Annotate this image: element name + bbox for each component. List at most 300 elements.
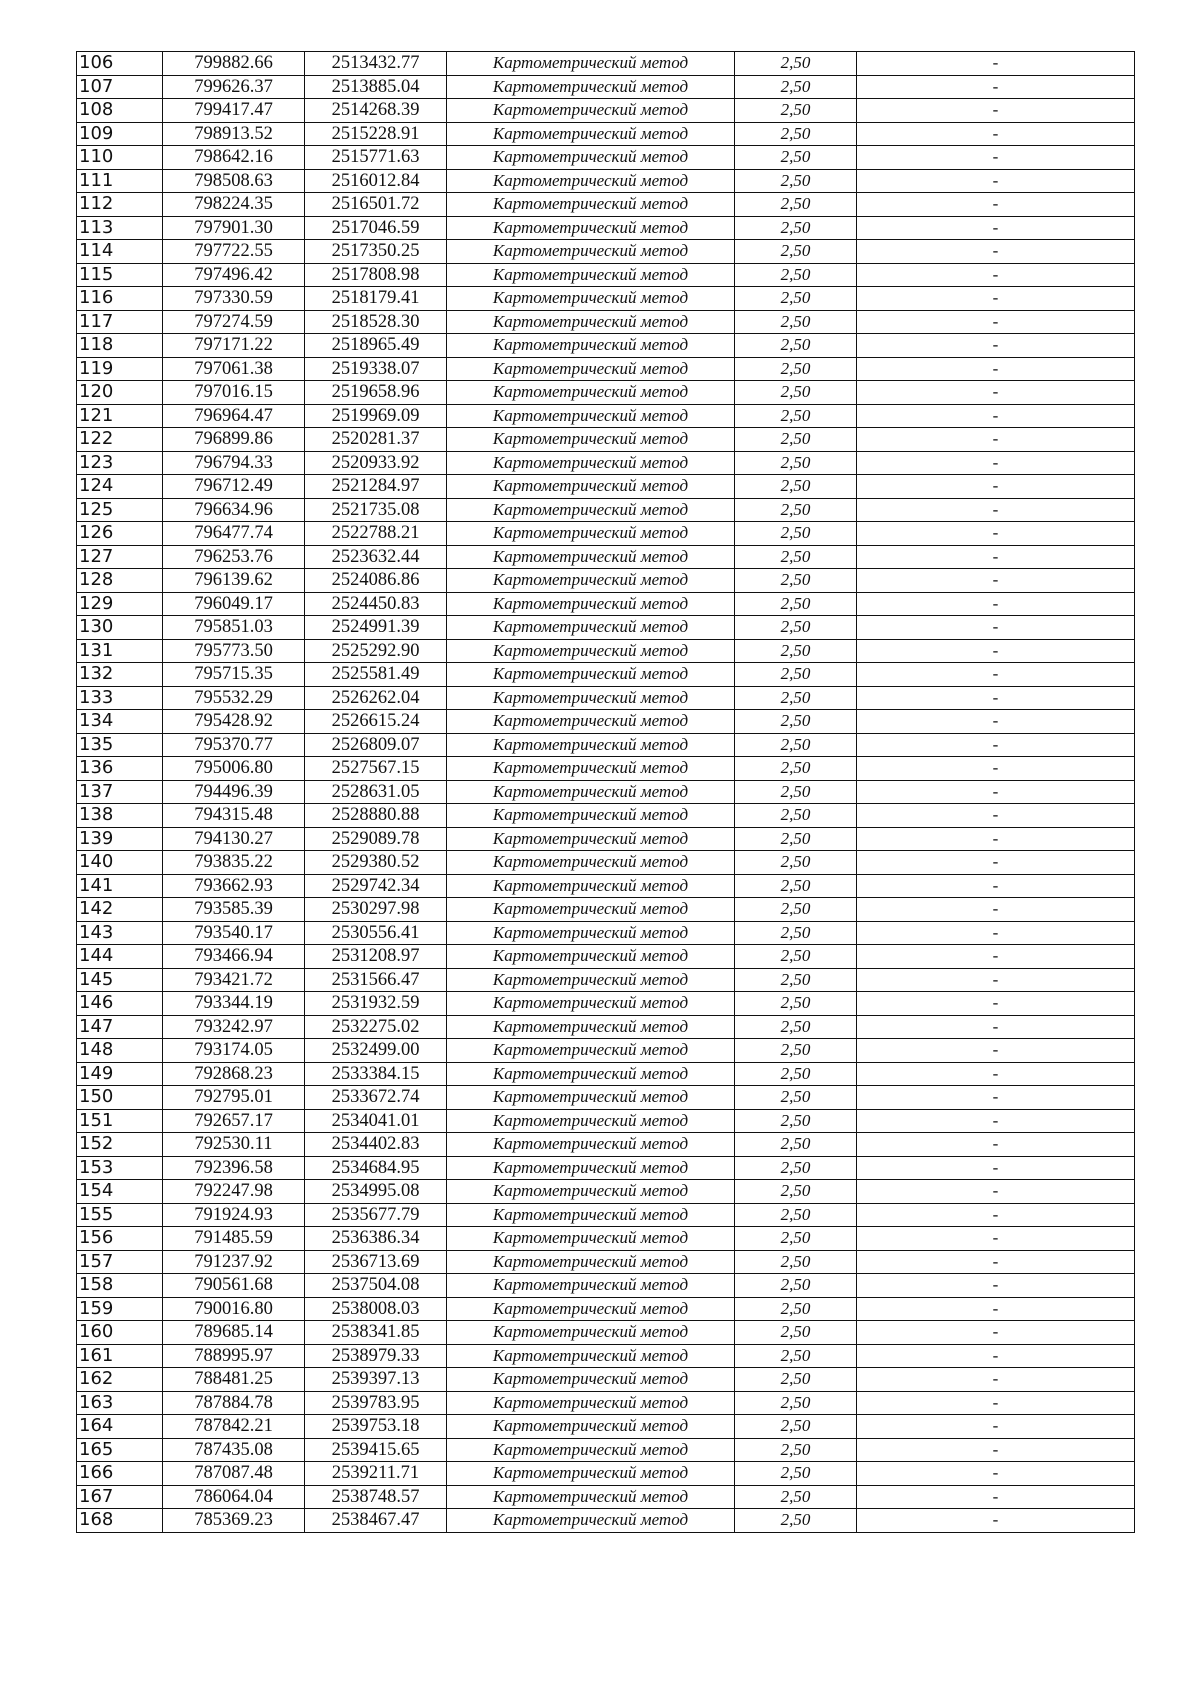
accuracy-cell: 2,50 [735, 686, 857, 710]
table-row [77, 381, 1135, 405]
note-cell: - [857, 616, 1135, 640]
x-coordinate-cell: 793421.72 [163, 968, 305, 992]
note-cell: - [857, 1274, 1135, 1298]
table-row [77, 1297, 1135, 1321]
accuracy-cell: 2,50 [735, 287, 857, 311]
note-cell: - [857, 404, 1135, 428]
note-cell: - [857, 968, 1135, 992]
note-cell: - [857, 921, 1135, 945]
table-row [77, 968, 1135, 992]
method-cell: Картометрический метод [447, 921, 735, 945]
note-cell: - [857, 381, 1135, 405]
table-row [77, 686, 1135, 710]
y-coordinate-cell: 2515771.63 [305, 146, 447, 170]
x-coordinate-cell: 797496.42 [163, 263, 305, 287]
y-coordinate-cell: 2521735.08 [305, 498, 447, 522]
x-coordinate-cell: 790561.68 [163, 1274, 305, 1298]
y-coordinate-cell: 2518179.41 [305, 287, 447, 311]
accuracy-cell: 2,50 [735, 1509, 857, 1533]
method-cell: Картометрический метод [447, 240, 735, 264]
accuracy-cell: 2,50 [735, 193, 857, 217]
note-cell: - [857, 710, 1135, 734]
accuracy-cell: 2,50 [735, 75, 857, 99]
method-cell: Картометрический метод [447, 1156, 735, 1180]
method-cell: Картометрический метод [447, 52, 735, 76]
x-coordinate-cell: 786064.04 [163, 1485, 305, 1509]
x-coordinate-cell: 796139.62 [163, 569, 305, 593]
point-number-cell: 129 [77, 592, 163, 616]
accuracy-cell: 2,50 [735, 263, 857, 287]
y-coordinate-cell: 2519338.07 [305, 357, 447, 381]
y-coordinate-cell: 2538467.47 [305, 1509, 447, 1533]
x-coordinate-cell: 789685.14 [163, 1321, 305, 1345]
method-cell: Картометрический метод [447, 357, 735, 381]
method-cell: Картометрический метод [447, 122, 735, 146]
method-cell: Картометрический метод [447, 498, 735, 522]
method-cell: Картометрический метод [447, 992, 735, 1016]
point-number-cell: 137 [77, 780, 163, 804]
accuracy-cell: 2,50 [735, 381, 857, 405]
accuracy-cell: 2,50 [735, 451, 857, 475]
note-cell: - [857, 122, 1135, 146]
accuracy-cell: 2,50 [735, 874, 857, 898]
accuracy-cell: 2,50 [735, 757, 857, 781]
accuracy-cell: 2,50 [735, 1462, 857, 1486]
y-coordinate-cell: 2527567.15 [305, 757, 447, 781]
y-coordinate-cell: 2530556.41 [305, 921, 447, 945]
note-cell: - [857, 498, 1135, 522]
point-number-cell: 159 [77, 1297, 163, 1321]
note-cell: - [857, 169, 1135, 193]
accuracy-cell: 2,50 [735, 663, 857, 687]
x-coordinate-cell: 795715.35 [163, 663, 305, 687]
table-row [77, 498, 1135, 522]
note-cell: - [857, 1368, 1135, 1392]
note-cell: - [857, 757, 1135, 781]
y-coordinate-cell: 2524991.39 [305, 616, 447, 640]
x-coordinate-cell: 788481.25 [163, 1368, 305, 1392]
method-cell: Картометрический метод [447, 804, 735, 828]
point-number-cell: 121 [77, 404, 163, 428]
y-coordinate-cell: 2515228.91 [305, 122, 447, 146]
x-coordinate-cell: 788995.97 [163, 1344, 305, 1368]
accuracy-cell: 2,50 [735, 310, 857, 334]
x-coordinate-cell: 792396.58 [163, 1156, 305, 1180]
method-cell: Картометрический метод [447, 99, 735, 123]
method-cell: Картометрический метод [447, 686, 735, 710]
note-cell: - [857, 287, 1135, 311]
point-number-cell: 119 [77, 357, 163, 381]
table-row [77, 1274, 1135, 1298]
point-number-cell: 126 [77, 522, 163, 546]
y-coordinate-cell: 2513432.77 [305, 52, 447, 76]
table-row [77, 733, 1135, 757]
y-coordinate-cell: 2531566.47 [305, 968, 447, 992]
accuracy-cell: 2,50 [735, 1344, 857, 1368]
note-cell: - [857, 1462, 1135, 1486]
method-cell: Картометрический метод [447, 733, 735, 757]
accuracy-cell: 2,50 [735, 1015, 857, 1039]
method-cell: Картометрический метод [447, 428, 735, 452]
table-row [77, 851, 1135, 875]
table-row [77, 1015, 1135, 1039]
y-coordinate-cell: 2534684.95 [305, 1156, 447, 1180]
note-cell: - [857, 99, 1135, 123]
method-cell: Картометрический метод [447, 381, 735, 405]
accuracy-cell: 2,50 [735, 1297, 857, 1321]
accuracy-cell: 2,50 [735, 428, 857, 452]
method-cell: Картометрический метод [447, 75, 735, 99]
method-cell: Картометрический метод [447, 827, 735, 851]
method-cell: Картометрический метод [447, 968, 735, 992]
table-row [77, 1156, 1135, 1180]
table-row [77, 75, 1135, 99]
x-coordinate-cell: 795773.50 [163, 639, 305, 663]
method-cell: Картометрический метод [447, 874, 735, 898]
table-row [77, 169, 1135, 193]
note-cell: - [857, 428, 1135, 452]
note-cell: - [857, 569, 1135, 593]
x-coordinate-cell: 792795.01 [163, 1086, 305, 1110]
method-cell: Картометрический метод [447, 1485, 735, 1509]
point-number-cell: 124 [77, 475, 163, 499]
note-cell: - [857, 1015, 1135, 1039]
note-cell: - [857, 1438, 1135, 1462]
x-coordinate-cell: 795006.80 [163, 757, 305, 781]
accuracy-cell: 2,50 [735, 1227, 857, 1251]
accuracy-cell: 2,50 [735, 639, 857, 663]
y-coordinate-cell: 2523632.44 [305, 545, 447, 569]
accuracy-cell: 2,50 [735, 1180, 857, 1204]
y-coordinate-cell: 2516012.84 [305, 169, 447, 193]
point-number-cell: 168 [77, 1509, 163, 1533]
x-coordinate-cell: 796049.17 [163, 592, 305, 616]
accuracy-cell: 2,50 [735, 780, 857, 804]
y-coordinate-cell: 2535677.79 [305, 1203, 447, 1227]
point-number-cell: 150 [77, 1086, 163, 1110]
y-coordinate-cell: 2529380.52 [305, 851, 447, 875]
method-cell: Картометрический метод [447, 945, 735, 969]
method-cell: Картометрический метод [447, 1438, 735, 1462]
point-number-cell: 136 [77, 757, 163, 781]
y-coordinate-cell: 2526262.04 [305, 686, 447, 710]
table-row [77, 592, 1135, 616]
table-row [77, 1509, 1135, 1533]
y-coordinate-cell: 2539753.18 [305, 1415, 447, 1439]
note-cell: - [857, 1297, 1135, 1321]
method-cell: Картометрический метод [447, 780, 735, 804]
method-cell: Картометрический метод [447, 1039, 735, 1063]
x-coordinate-cell: 793585.39 [163, 898, 305, 922]
point-number-cell: 166 [77, 1462, 163, 1486]
point-number-cell: 117 [77, 310, 163, 334]
table-row [77, 451, 1135, 475]
y-coordinate-cell: 2538748.57 [305, 1485, 447, 1509]
table-row [77, 1203, 1135, 1227]
note-cell: - [857, 874, 1135, 898]
point-number-cell: 143 [77, 921, 163, 945]
point-number-cell: 153 [77, 1156, 163, 1180]
x-coordinate-cell: 791237.92 [163, 1250, 305, 1274]
y-coordinate-cell: 2530297.98 [305, 898, 447, 922]
note-cell: - [857, 1485, 1135, 1509]
accuracy-cell: 2,50 [735, 99, 857, 123]
table-row [77, 545, 1135, 569]
y-coordinate-cell: 2538008.03 [305, 1297, 447, 1321]
point-number-cell: 132 [77, 663, 163, 687]
accuracy-cell: 2,50 [735, 334, 857, 358]
accuracy-cell: 2,50 [735, 921, 857, 945]
coordinates-table-page [76, 51, 1135, 1533]
x-coordinate-cell: 795532.29 [163, 686, 305, 710]
table-row [77, 616, 1135, 640]
point-number-cell: 152 [77, 1133, 163, 1157]
accuracy-cell: 2,50 [735, 1203, 857, 1227]
accuracy-cell: 2,50 [735, 592, 857, 616]
method-cell: Картометрический метод [447, 216, 735, 240]
method-cell: Картометрический метод [447, 1368, 735, 1392]
y-coordinate-cell: 2514268.39 [305, 99, 447, 123]
method-cell: Картометрический метод [447, 1133, 735, 1157]
y-coordinate-cell: 2536713.69 [305, 1250, 447, 1274]
note-cell: - [857, 263, 1135, 287]
table-row [77, 263, 1135, 287]
point-number-cell: 120 [77, 381, 163, 405]
y-coordinate-cell: 2536386.34 [305, 1227, 447, 1251]
note-cell: - [857, 898, 1135, 922]
table-row [77, 1415, 1135, 1439]
coordinates-table [76, 51, 1135, 1533]
accuracy-cell: 2,50 [735, 357, 857, 381]
accuracy-cell: 2,50 [735, 1039, 857, 1063]
table-row [77, 1039, 1135, 1063]
x-coordinate-cell: 785369.23 [163, 1509, 305, 1533]
x-coordinate-cell: 797274.59 [163, 310, 305, 334]
x-coordinate-cell: 793344.19 [163, 992, 305, 1016]
method-cell: Картометрический метод [447, 569, 735, 593]
point-number-cell: 141 [77, 874, 163, 898]
note-cell: - [857, 639, 1135, 663]
accuracy-cell: 2,50 [735, 498, 857, 522]
method-cell: Картометрический метод [447, 1250, 735, 1274]
accuracy-cell: 2,50 [735, 945, 857, 969]
method-cell: Картометрический метод [447, 1297, 735, 1321]
accuracy-cell: 2,50 [735, 616, 857, 640]
point-number-cell: 135 [77, 733, 163, 757]
x-coordinate-cell: 792868.23 [163, 1062, 305, 1086]
note-cell: - [857, 1109, 1135, 1133]
table-row [77, 475, 1135, 499]
method-cell: Картометрический метод [447, 1274, 735, 1298]
table-row [77, 240, 1135, 264]
x-coordinate-cell: 798913.52 [163, 122, 305, 146]
point-number-cell: 145 [77, 968, 163, 992]
y-coordinate-cell: 2534402.83 [305, 1133, 447, 1157]
y-coordinate-cell: 2517808.98 [305, 263, 447, 287]
y-coordinate-cell: 2539211.71 [305, 1462, 447, 1486]
note-cell: - [857, 992, 1135, 1016]
y-coordinate-cell: 2516501.72 [305, 193, 447, 217]
method-cell: Картометрический метод [447, 169, 735, 193]
y-coordinate-cell: 2531208.97 [305, 945, 447, 969]
accuracy-cell: 2,50 [735, 522, 857, 546]
y-coordinate-cell: 2531932.59 [305, 992, 447, 1016]
x-coordinate-cell: 797901.30 [163, 216, 305, 240]
note-cell: - [857, 1039, 1135, 1063]
note-cell: - [857, 945, 1135, 969]
table-row [77, 216, 1135, 240]
y-coordinate-cell: 2513885.04 [305, 75, 447, 99]
x-coordinate-cell: 795851.03 [163, 616, 305, 640]
note-cell: - [857, 1062, 1135, 1086]
method-cell: Картометрический метод [447, 334, 735, 358]
point-number-cell: 128 [77, 569, 163, 593]
point-number-cell: 112 [77, 193, 163, 217]
point-number-cell: 131 [77, 639, 163, 663]
y-coordinate-cell: 2518965.49 [305, 334, 447, 358]
accuracy-cell: 2,50 [735, 1415, 857, 1439]
x-coordinate-cell: 798508.63 [163, 169, 305, 193]
note-cell: - [857, 475, 1135, 499]
method-cell: Картометрический метод [447, 1227, 735, 1251]
y-coordinate-cell: 2533672.74 [305, 1086, 447, 1110]
table-row [77, 1133, 1135, 1157]
y-coordinate-cell: 2519658.96 [305, 381, 447, 405]
note-cell: - [857, 780, 1135, 804]
x-coordinate-cell: 796899.86 [163, 428, 305, 452]
note-cell: - [857, 1180, 1135, 1204]
point-number-cell: 162 [77, 1368, 163, 1392]
point-number-cell: 133 [77, 686, 163, 710]
table-row [77, 992, 1135, 1016]
point-number-cell: 106 [77, 52, 163, 76]
table-row [77, 874, 1135, 898]
x-coordinate-cell: 793242.97 [163, 1015, 305, 1039]
x-coordinate-cell: 793174.05 [163, 1039, 305, 1063]
point-number-cell: 163 [77, 1391, 163, 1415]
table-row [77, 921, 1135, 945]
y-coordinate-cell: 2529742.34 [305, 874, 447, 898]
x-coordinate-cell: 797722.55 [163, 240, 305, 264]
y-coordinate-cell: 2533384.15 [305, 1062, 447, 1086]
x-coordinate-cell: 796794.33 [163, 451, 305, 475]
x-coordinate-cell: 792247.98 [163, 1180, 305, 1204]
table-row [77, 804, 1135, 828]
table-row [77, 1344, 1135, 1368]
accuracy-cell: 2,50 [735, 1274, 857, 1298]
method-cell: Картометрический метод [447, 263, 735, 287]
table-row [77, 1485, 1135, 1509]
note-cell: - [857, 1321, 1135, 1345]
method-cell: Картометрический метод [447, 1509, 735, 1533]
method-cell: Картометрический метод [447, 1321, 735, 1345]
point-number-cell: 138 [77, 804, 163, 828]
y-coordinate-cell: 2518528.30 [305, 310, 447, 334]
method-cell: Картометрический метод [447, 1203, 735, 1227]
accuracy-cell: 2,50 [735, 1250, 857, 1274]
method-cell: Картометрический метод [447, 1180, 735, 1204]
note-cell: - [857, 592, 1135, 616]
x-coordinate-cell: 787435.08 [163, 1438, 305, 1462]
point-number-cell: 165 [77, 1438, 163, 1462]
point-number-cell: 157 [77, 1250, 163, 1274]
method-cell: Картометрический метод [447, 404, 735, 428]
point-number-cell: 127 [77, 545, 163, 569]
point-number-cell: 149 [77, 1062, 163, 1086]
accuracy-cell: 2,50 [735, 1062, 857, 1086]
accuracy-cell: 2,50 [735, 569, 857, 593]
point-number-cell: 151 [77, 1109, 163, 1133]
method-cell: Картометрический метод [447, 898, 735, 922]
x-coordinate-cell: 787884.78 [163, 1391, 305, 1415]
point-number-cell: 160 [77, 1321, 163, 1345]
note-cell: - [857, 1344, 1135, 1368]
x-coordinate-cell: 796634.96 [163, 498, 305, 522]
point-number-cell: 148 [77, 1039, 163, 1063]
accuracy-cell: 2,50 [735, 1485, 857, 1509]
table-row [77, 710, 1135, 734]
table-row [77, 757, 1135, 781]
method-cell: Картометрический метод [447, 851, 735, 875]
table-row [77, 569, 1135, 593]
x-coordinate-cell: 794315.48 [163, 804, 305, 828]
point-number-cell: 142 [77, 898, 163, 922]
x-coordinate-cell: 797016.15 [163, 381, 305, 405]
y-coordinate-cell: 2526615.24 [305, 710, 447, 734]
table-row [77, 404, 1135, 428]
x-coordinate-cell: 794496.39 [163, 780, 305, 804]
note-cell: - [857, 1203, 1135, 1227]
x-coordinate-cell: 799882.66 [163, 52, 305, 76]
x-coordinate-cell: 792657.17 [163, 1109, 305, 1133]
y-coordinate-cell: 2528880.88 [305, 804, 447, 828]
y-coordinate-cell: 2538341.85 [305, 1321, 447, 1345]
accuracy-cell: 2,50 [735, 968, 857, 992]
note-cell: - [857, 1391, 1135, 1415]
point-number-cell: 115 [77, 263, 163, 287]
table-row [77, 1368, 1135, 1392]
method-cell: Картометрический метод [447, 710, 735, 734]
point-number-cell: 154 [77, 1180, 163, 1204]
point-number-cell: 108 [77, 99, 163, 123]
method-cell: Картометрический метод [447, 1344, 735, 1368]
table-row [77, 1086, 1135, 1110]
accuracy-cell: 2,50 [735, 992, 857, 1016]
note-cell: - [857, 451, 1135, 475]
note-cell: - [857, 75, 1135, 99]
table-row [77, 193, 1135, 217]
method-cell: Картометрический метод [447, 193, 735, 217]
point-number-cell: 140 [77, 851, 163, 875]
accuracy-cell: 2,50 [735, 122, 857, 146]
point-number-cell: 116 [77, 287, 163, 311]
method-cell: Картометрический метод [447, 1015, 735, 1039]
method-cell: Картометрический метод [447, 287, 735, 311]
table-row [77, 99, 1135, 123]
point-number-cell: 167 [77, 1485, 163, 1509]
method-cell: Картометрический метод [447, 1086, 735, 1110]
point-number-cell: 125 [77, 498, 163, 522]
point-number-cell: 113 [77, 216, 163, 240]
note-cell: - [857, 1133, 1135, 1157]
point-number-cell: 144 [77, 945, 163, 969]
note-cell: - [857, 663, 1135, 687]
accuracy-cell: 2,50 [735, 1438, 857, 1462]
table-row [77, 827, 1135, 851]
x-coordinate-cell: 796477.74 [163, 522, 305, 546]
coordinates-table-body [77, 52, 1135, 1533]
note-cell: - [857, 804, 1135, 828]
